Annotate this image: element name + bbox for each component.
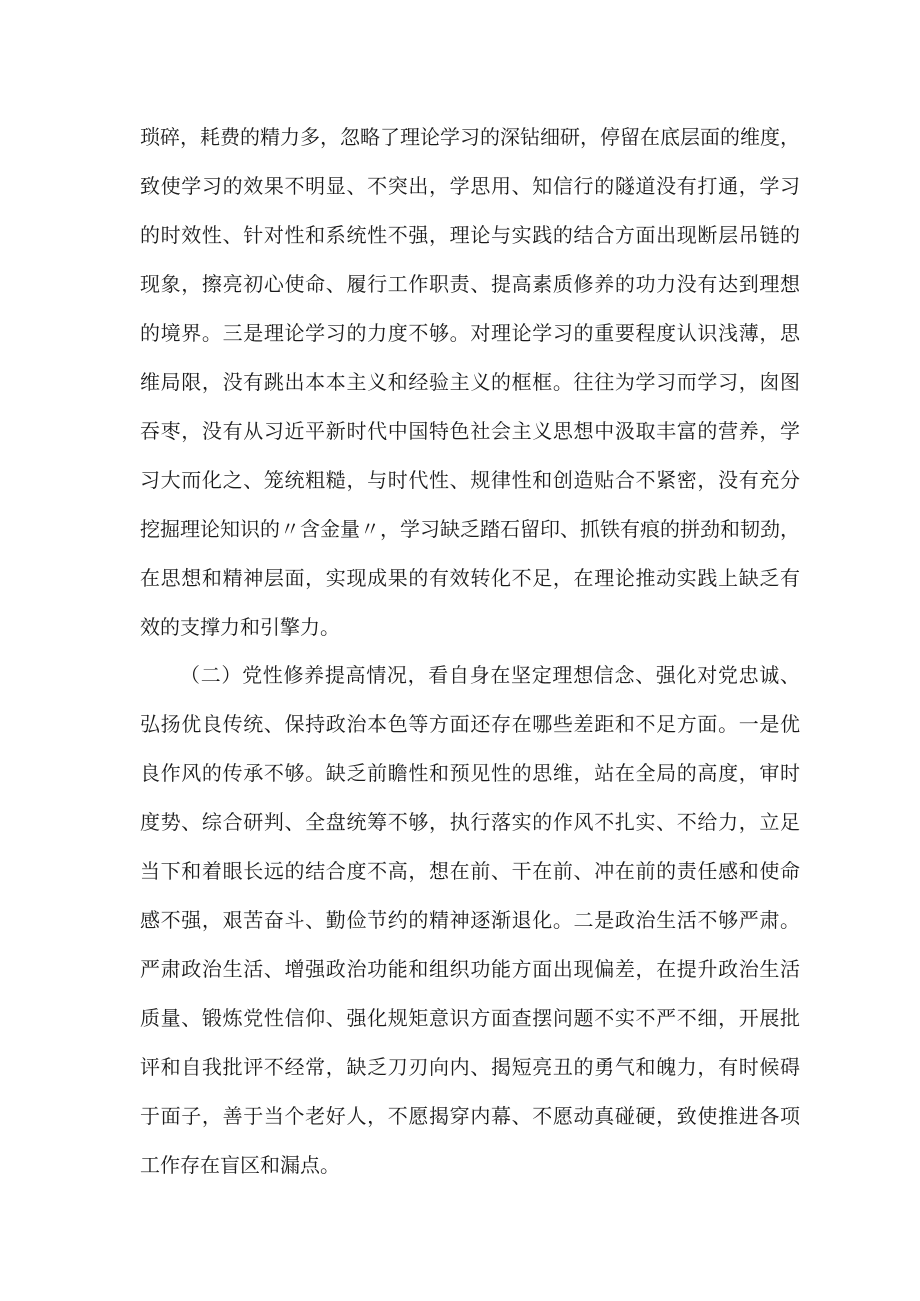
text-line: 效的支撑力和引擎力。: [140, 615, 340, 639]
text-line: 严肃政治生活、增强政治功能和组织功能方面出现偏差，在提升政治生活: [140, 957, 800, 981]
text-line: 维局限，没有跳出本本主义和经验主义的框框。往往为学习而学习，囱图: [140, 370, 800, 394]
text-line: 挖掘理论知识的〃含金量〃，学习缺乏踏石留印、抓铁有痕的拼劲和韧劲，: [140, 517, 800, 541]
text-line: 的时效性、针对性和系统性不强，理论与实践的结合方面出现断层吊链的: [140, 223, 800, 247]
text-line: 致使学习的效果不明显、不突出，学思用、知信行的隧道没有打通，学习: [140, 174, 800, 198]
text-line: 在思想和精神层面，实现成果的有效转化不足，在理论推动实践上缺乏有: [140, 566, 800, 590]
text-line: 现象，擦亮初心使命、履行工作职责、提高素质修养的功力没有达到理想: [140, 272, 800, 296]
text-line-indented: （二）党性修养提高情况，看自身在坚定理想信念、强化对党忠诚、: [180, 663, 800, 687]
text-line: 质量、锻炼党性信仰、强化规矩意识方面查摆问题不实不严不细，开展批: [140, 1006, 800, 1030]
text-line: 感不强，艰苦奋斗、勤俭节约的精神逐渐退化。二是政治生活不够严肃。: [140, 908, 800, 932]
text-line: 的境界。三是理论学习的力度不够。对理论学习的重要程度认识浅薄，思: [140, 321, 800, 345]
text-line: 吞枣，没有从习近平新时代中国特色社会主义思想中汲取丰富的营养，学: [140, 419, 800, 443]
paragraph-party-spirit: [140, 651, 800, 1190]
text-line: 良作风的传承不够。缺乏前瞻性和预见性的思维，站在全局的高度，审时: [140, 761, 800, 785]
text-line: 评和自我批评不经常，缺乏刀刃向内、揭短亮丑的勇气和魄力，有时候碍: [140, 1055, 800, 1079]
text-line: 度势、综合研判、全盘统筹不够，执行落实的作风不扎实、不给力，立足: [140, 810, 800, 834]
paragraph-theory-study: [140, 113, 800, 652]
text-line: 琐碎，耗费的精力多，忽略了理论学习的深钻细研，停留在底层面的维度，: [140, 125, 800, 149]
text-line: 工作存在盲区和漏点。: [140, 1153, 340, 1177]
text-line: 习大而化之、笼统粗糙，与时代性、规律性和创造贴合不紧密，没有充分: [140, 468, 800, 492]
text-line: 于面子，善于当个老好人，不愿揭穿内幕、不愿动真碰硬，致使推进各项: [140, 1104, 800, 1128]
text-line: 弘扬优良传统、保持政治本色等方面还存在哪些差距和不足方面。一是优: [140, 712, 800, 736]
text-line: 当下和着眼长远的结合度不高，想在前、干在前、冲在前的责任感和使命: [140, 859, 800, 883]
